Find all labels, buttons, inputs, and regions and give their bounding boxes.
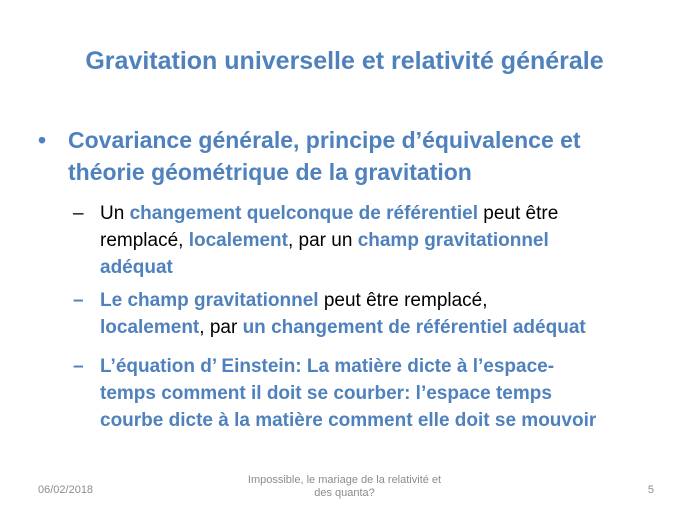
sub-bullet-3-line-1: L’équation d’ Einstein: La matière dicte à l’espace- bbox=[100, 356, 555, 377]
main-bullet-line-1: Covariance générale, principe d’équivalence et bbox=[68, 127, 581, 153]
dash-marker: – bbox=[73, 356, 84, 377]
footer-title-line-1: Impossible, le mariage de la relativité et bbox=[247, 474, 442, 486]
sub-bullet-3-line-3: courbe dicte à la matière comment elle doit se mouvoir bbox=[100, 410, 597, 431]
text-run: , par un bbox=[287, 230, 358, 251]
footer-title-line-2: des quanta? bbox=[314, 487, 375, 499]
text-run: remplacé, bbox=[100, 230, 189, 251]
sub-bullet-1-line-1 bbox=[100, 200, 670, 227]
text-run: peut être bbox=[478, 203, 559, 224]
emphasis-run: adéquat bbox=[100, 257, 173, 278]
sub-bullet-3 bbox=[73, 353, 670, 434]
dash-marker: – bbox=[73, 290, 84, 311]
sub-bullet-2 bbox=[73, 287, 670, 341]
footer-title bbox=[229, 474, 460, 500]
text-run: , par bbox=[199, 317, 243, 338]
sub-bullet-2-line-1 bbox=[100, 287, 670, 314]
main-bullet bbox=[34, 124, 674, 188]
text-run: Un bbox=[100, 203, 130, 224]
sub-bullet-2-line-2 bbox=[100, 314, 670, 341]
slide-title: Gravitation universelle et relativité générale bbox=[85, 47, 604, 75]
emphasis-run: localement bbox=[188, 230, 288, 251]
footer-date: 06/02/2018 bbox=[38, 484, 94, 496]
main-bullet-line-2: théorie géométrique de la gravitation bbox=[68, 159, 472, 185]
dash-marker: – bbox=[73, 203, 84, 224]
text-run: peut être remplacé, bbox=[318, 290, 488, 311]
sub-bullet-1 bbox=[73, 200, 670, 281]
sub-bullet-1-line-3 bbox=[100, 254, 670, 281]
emphasis-run: un changement de référentiel adéquat bbox=[242, 317, 586, 338]
sub-bullet-1-line-2 bbox=[100, 227, 670, 254]
footer-page-number: 5 bbox=[647, 484, 654, 496]
emphasis-run: localement bbox=[100, 317, 200, 338]
emphasis-run: Le champ gravitationnel bbox=[100, 290, 319, 311]
emphasis-run: champ gravitationnel bbox=[357, 230, 549, 251]
emphasis-run: changement quelconque de référentiel bbox=[129, 203, 478, 224]
sub-bullet-3-line-2: temps comment il doit se courber: l’espace temps bbox=[100, 383, 552, 404]
bullet-marker: • bbox=[38, 127, 47, 153]
